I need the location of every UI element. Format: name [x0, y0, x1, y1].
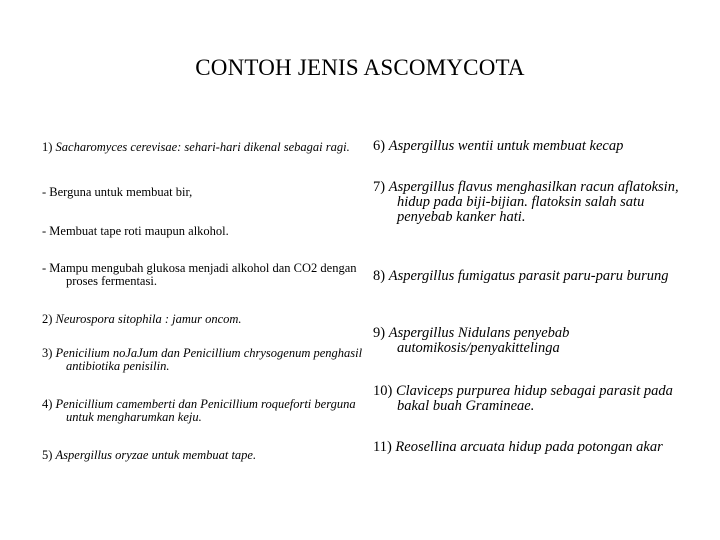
item-text: - Mampu mengubah glukosa menjadi alkohol dan CO2 dengan proses fermentasi.: [42, 261, 357, 289]
item-number: 11): [373, 439, 392, 455]
item-number: 4): [42, 397, 53, 411]
slide-title: CONTOH JENIS ASCOMYCOTA: [195, 55, 525, 80]
list-item-8: [373, 269, 697, 284]
item-number: 1): [42, 140, 53, 154]
item-number: 7): [373, 179, 386, 195]
list-item-10: [373, 384, 697, 414]
item-text: Penicilium noJaJum dan Penicillium chrysogenum penghasil antibiotika penisilin.: [55, 346, 363, 374]
list-item-7: [373, 180, 697, 226]
item-number: 6): [373, 138, 386, 154]
list-item-6: [373, 139, 697, 154]
list-item-5: [42, 449, 381, 462]
item-number: 5): [42, 448, 53, 462]
item-text: Aspergillus flavus menghasilkan racun aflatoksin, hidup pada biji-bijian. flatoksin salah satu penyebab kanker hati.: [388, 179, 679, 226]
item-number: 3): [42, 346, 53, 360]
item-text: Aspergillus oryzae untuk membuat tape.: [55, 448, 257, 462]
list-item-1: [42, 141, 381, 154]
list-item-2: [42, 313, 381, 326]
item-number: 10): [373, 383, 393, 399]
list-item-1-use-b: [42, 225, 381, 238]
item-text: Neurospora sitophila : jamur oncom.: [55, 312, 242, 326]
list-item-1-use-a: [42, 186, 381, 199]
item-text: Aspergillus fumigatus parasit paru-paru burung: [388, 268, 669, 284]
item-text: Reosellina arcuata hidup pada potongan akar: [395, 439, 663, 455]
list-item-4: [42, 398, 381, 424]
item-number: 8): [373, 268, 386, 284]
item-text: Aspergillus wentii untuk membuat kecap: [388, 138, 624, 154]
list-item-3: [42, 347, 381, 373]
item-text: Penicillium camemberti dan Penicillium roqueforti berguna untuk mengharumkan keju.: [55, 397, 356, 425]
item-text: - Membuat tape roti maupun alkohol.: [42, 224, 229, 238]
item-text: - Berguna untuk membuat bir,: [42, 185, 193, 199]
list-item-1-use-c: [42, 262, 381, 288]
list-item-9: [373, 326, 697, 356]
item-text: Sacharomyces cerevisae: sehari-hari dikenal sebagai ragi.: [55, 140, 350, 154]
item-number: 9): [373, 325, 386, 341]
item-number: 2): [42, 312, 53, 326]
list-item-11: [373, 440, 697, 455]
item-text: Claviceps purpurea hidup sebagai parasit pada bakal buah Gramineae.: [395, 383, 673, 415]
item-text: Aspergillus Nidulans penyebab automikosis/penyakittelinga: [388, 325, 570, 357]
